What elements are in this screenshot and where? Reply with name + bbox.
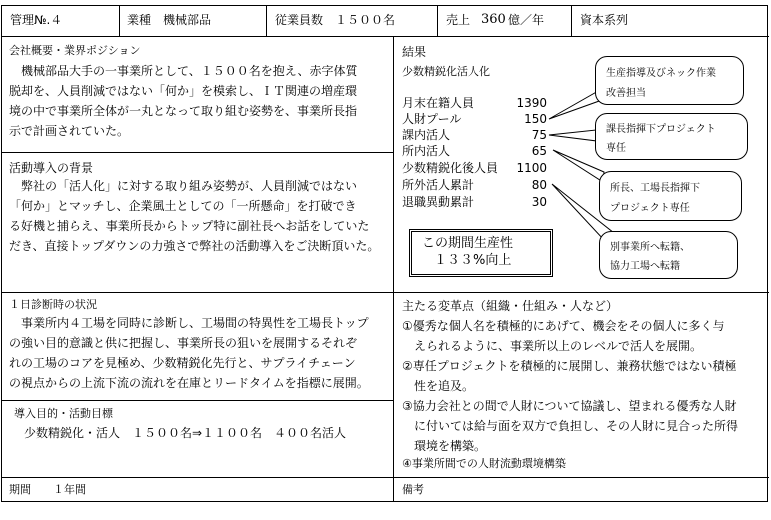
industry-field: 業種 機械部品 <box>127 13 212 27</box>
callout-line: 所長、工場長指揮下 <box>610 183 700 194</box>
employee-count: 従業員数 １５００名 <box>275 13 396 27</box>
callout-section-project <box>595 113 748 160</box>
result-value: 1100 <box>516 161 547 175</box>
callout-director-project <box>599 171 742 221</box>
diagnosis-line: 事業所内４工場を同時に診断し、工場間の特異性を工場長トップ <box>9 316 369 330</box>
diagnosis-line: れの工場のコアを見極め、少数精鋭化先行と、サプライチェーン <box>9 356 356 370</box>
reform-line: ②専任プロジェクトを積極的に展開し、兼務状態ではない積極 <box>402 359 737 373</box>
callout-line: 課長指揮下プロジェクト <box>606 124 716 135</box>
overview-line: 境の中で事業所全体が一丸となって取り組む姿勢を、事業所長指 <box>9 104 358 118</box>
sales-value: 360 <box>481 12 506 27</box>
result-label: 少数精鋭化後人員 <box>402 161 499 175</box>
background-line: る好機と捕らえ、事業所長からトップ特に副社長へお話をしていた <box>9 219 370 233</box>
sales-unit: 億／年 <box>508 13 545 27</box>
callout-line: 生産指導及びネック作業 <box>606 68 716 79</box>
result-value: 75 <box>531 128 547 142</box>
reform-line: ④事業所間での人財流動環境構築 <box>402 457 566 470</box>
sales-label: 売上 <box>446 13 471 27</box>
result-label: 月末在籍人員 <box>402 96 475 110</box>
callout-line: 別事業所へ転籍、 <box>610 242 690 253</box>
callout-line: 改善担当 <box>606 88 646 99</box>
result-label: 所外活人累計 <box>402 178 475 192</box>
capital-field: 資本系列 <box>580 13 629 27</box>
results-heading: 結果 <box>402 45 427 59</box>
remarks-field: 備考 <box>402 483 424 496</box>
result-value: 150 <box>524 112 547 126</box>
overview-line: 機械部品大手の一事業所として、１５００名を抱え、赤字体質 <box>9 64 358 78</box>
callout-line: プロジェクト専任 <box>610 203 690 214</box>
reform-line: ③協力会社との間で人財について協議し、望まれる優秀な人財 <box>402 399 737 413</box>
result-value: 30 <box>531 195 547 209</box>
diagnosis-heading: １日診断時の状況 <box>9 298 97 311</box>
productivity-box <box>409 229 553 277</box>
productivity-label: この期間生産性 <box>422 236 514 251</box>
background-line: だき、直接トップダウンの力強さで弊社の活動導入をご決断頂いた。 <box>9 239 380 253</box>
callout-line: 協力工場へ転籍 <box>610 261 680 272</box>
diagnosis-line: の視点からの上流下流の流れを在庫とリードタイムを指標に展開。 <box>9 376 369 390</box>
goals-heading: 導入目的・活動目標 <box>14 407 113 420</box>
period-field: 期間 １年間 <box>9 483 86 496</box>
background-heading: 活動導入の背景 <box>9 161 94 175</box>
result-value: 80 <box>531 178 547 192</box>
background-line: 「何か」とマッチし、企業風土としての「一所懸命」を打破でき <box>9 199 357 213</box>
callout-production-guidance <box>595 56 744 105</box>
goals-line: 少数精鋭化・活人 １５００名⇒１１００名 ４００名活人 <box>12 426 347 440</box>
background-line: 弊社の「活人化」に対する取り組み姿勢が、人員削減ではない <box>9 179 358 193</box>
result-label: 所内活人 <box>402 144 451 158</box>
callout-line: 専任 <box>606 143 626 154</box>
reform-line: 性を追及。 <box>402 379 475 393</box>
productivity-value: １３３%向上 <box>434 253 512 268</box>
reform-line: ①優秀な個人名を積極的にあげて、機会をその個人に多く与 <box>402 319 725 333</box>
result-label: 退職異動累計 <box>402 195 475 209</box>
diagnosis-line: の強い目的意識と供に把握し、事業所長の狙いを展開するそれぞ <box>9 336 358 350</box>
overview-line: 脱却を、人員削減ではない「何か」を模索し、ＩＴ関連の増産環 <box>9 84 358 98</box>
result-label: 人財プール <box>402 112 462 126</box>
results-subheading: 少数精鋭化活人化 <box>402 65 490 78</box>
result-label: 課内活人 <box>402 128 451 142</box>
management-number: 管理№.４ <box>10 13 63 27</box>
overview-heading: 会社概要・業界ポジション <box>9 44 141 57</box>
reform-line: に付いては給与面を双方で負担し、その人財に見合った所得 <box>402 419 739 433</box>
reform-line: 環境を構築。 <box>402 439 487 453</box>
reform-line: えられるように、事業所以上のレベルで活人を展開。 <box>402 339 703 353</box>
reforms-heading: 主たる変革点（組織・仕組み・人など） <box>402 299 619 313</box>
result-value: 65 <box>531 144 547 158</box>
callout-transfer <box>599 231 738 279</box>
overview-line: 示で計画されていた。 <box>9 124 130 138</box>
result-value: 1390 <box>516 96 547 110</box>
